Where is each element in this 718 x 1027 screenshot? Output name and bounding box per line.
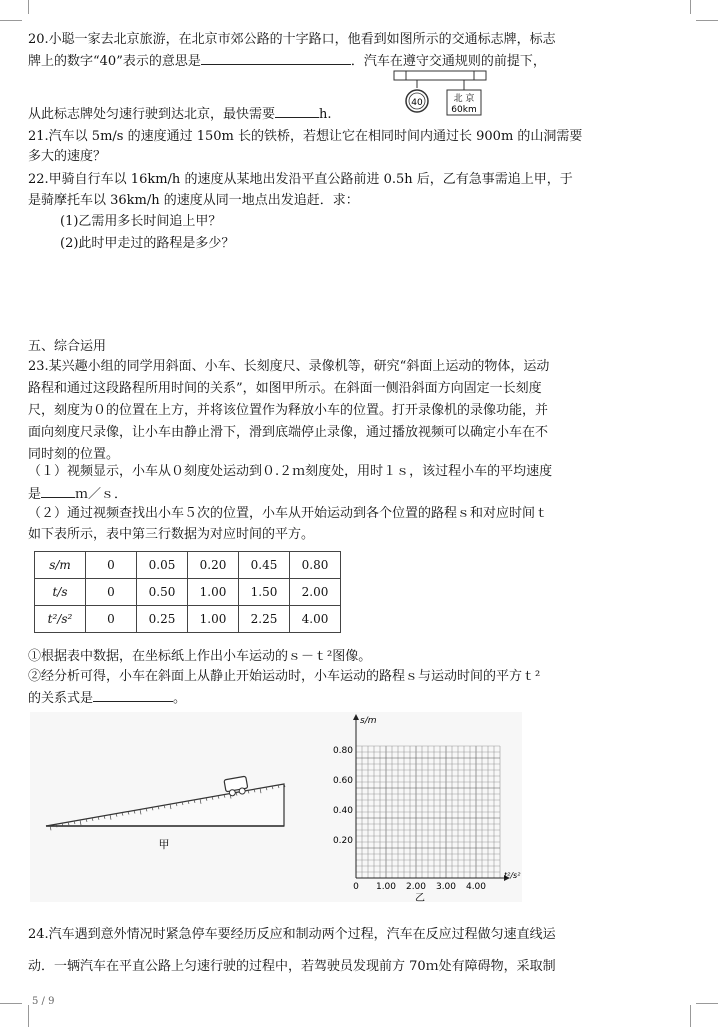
q23-part1-line1: （１）视频显示，小车从０刻度处运动到０.２ｍ刻度处，用时１ｓ，该过程小车的平均速度 <box>28 464 553 479</box>
table-cell: 0.80 <box>290 552 341 579</box>
q20-line1: 20.小聪一家去北京旅游，在北京市郊公路的十字路口，他看到如图所示的交通标志牌，标志 <box>28 32 556 47</box>
q23-text-a: 是 <box>28 487 42 502</box>
crop-mark <box>0 1003 22 1004</box>
graph-grid <box>356 746 500 878</box>
crop-mark <box>28 0 29 14</box>
incline-figure <box>40 770 290 856</box>
y-tick-label: 0.60 <box>332 776 353 786</box>
q23-line5: 同时刻的位置。 <box>28 447 120 462</box>
figure-caption-yi: 乙 <box>415 893 425 902</box>
table-cell: 2.00 <box>290 579 341 606</box>
grid-graph <box>320 712 530 902</box>
answer-blank[interactable] <box>275 105 319 118</box>
q20-text-c: 从此标志牌处匀速行驶到达北京，最快需要 <box>28 107 276 122</box>
q23-step3 <box>28 689 186 707</box>
sign-speed-label: 40 <box>411 98 423 108</box>
y-axis-label: s/m <box>360 716 377 726</box>
table-cell: 0.50 <box>137 579 188 606</box>
table-cell: 0 <box>86 552 137 579</box>
table-row <box>35 606 341 633</box>
q22-sub2: (2)此时甲走过的路程是多少？ <box>60 236 235 251</box>
q23-line2: 路程和通过这段路程所用时间的关系”，如图甲所示。在斜面一侧沿斜面方向固定一长刻度 <box>28 381 542 396</box>
crop-mark <box>28 1005 29 1027</box>
table-cell: 1.00 <box>188 606 239 633</box>
q24-line1: 24.汽车遇到意外情况时紧急停车要经历反应和制动两个过程，汽车在反应过程做匀速直线运 <box>28 927 556 942</box>
sign-distance-label: 60km <box>451 105 477 115</box>
section-heading: 五、综合运用 <box>28 339 107 354</box>
x-tick-label: 0 <box>353 882 359 892</box>
x-axis-label: t²/s² <box>504 871 521 880</box>
table-cell: 4.00 <box>290 606 341 633</box>
table-cell: 0 <box>86 606 137 633</box>
q24-line2: 动．一辆汽车在平直公路上匀速行驶的过程中，若驾驶员发现前方 70ｍ处有障碍物，采取制 <box>28 959 556 974</box>
table-cell: t/s <box>35 579 86 606</box>
q23-part1-line2 <box>28 485 127 503</box>
crop-mark <box>696 1003 718 1004</box>
q23-line3: 尺，刻度为０的位置在上方，并将该位置作为释放小车的位置。打开录像机的录像功能，并 <box>28 403 549 418</box>
q23-line1: 23.某兴趣小组的同学用斜面、小车、长刻度尺、录像机等，研究“斜面上运动的物体，运动 <box>28 359 550 374</box>
q22-line1: 22.甲骑自行车以 16km/h 的速度从某地出发沿平直公路前进 0.5h 后，乙有急事需追上甲，于 <box>28 172 573 187</box>
table-cell: t²/s² <box>35 606 86 633</box>
answer-blank[interactable] <box>41 485 75 498</box>
sign-city-label: 北 京 <box>453 94 475 104</box>
q20-line3 <box>28 105 332 123</box>
figure-caption-jia: 甲 <box>158 838 170 851</box>
q21-line1: 21.汽车以 5m/s 的速度通过 150m 长的铁桥，若想让它在相同时间内通过长 900m 的山洞需要 <box>28 129 583 144</box>
q23-text-c: 的关系式是 <box>28 691 94 706</box>
traffic-sign-figure <box>392 70 488 118</box>
q20-line2 <box>28 52 546 70</box>
q23-text-b: ｍ／ｓ． <box>75 487 128 502</box>
page-number: 5 / 9 <box>32 996 55 1007</box>
q22-line2: 是骑摩托车以 36km/h 的速度从同一地点出发追赶．求： <box>28 193 359 208</box>
q20-text-d: h. <box>319 107 332 122</box>
table-row <box>35 552 341 579</box>
table-cell: 0.25 <box>137 606 188 633</box>
q20-text-a: 牌上的数字“40”表示的意思是 <box>28 54 201 69</box>
answer-blank[interactable] <box>93 689 173 702</box>
y-tick-label: 0.20 <box>332 836 353 846</box>
table-cell: 0.20 <box>188 552 239 579</box>
q21-line2: 多大的速度？ <box>28 149 107 164</box>
y-tick-label: 0.40 <box>332 806 353 816</box>
x-tick-label: 2.00 <box>405 882 427 892</box>
table-cell: 1.00 <box>188 579 239 606</box>
q20-text-b: ．汽车在遵守交通规则的前提下， <box>350 54 546 69</box>
x-tick-label: 1.00 <box>375 882 397 892</box>
q23-part2-line1: （２）通过视频查找出小车５次的位置，小车从开始运动到各个位置的路程ｓ和对应时间ｔ <box>28 506 549 521</box>
table-cell: 2.25 <box>239 606 290 633</box>
answer-blank[interactable] <box>201 52 351 65</box>
table-cell: s/m <box>35 552 86 579</box>
x-tick-label: 4.00 <box>465 882 487 892</box>
crop-mark <box>0 20 22 21</box>
q23-step2: ②经分析可得，小车在斜面上从静止开始运动时，小车运动的路程ｓ与运动时间的平方ｔ² <box>28 669 541 684</box>
q22-sub1: (1)乙需用多长时间追上甲？ <box>60 214 222 229</box>
data-table <box>34 551 341 633</box>
crop-mark <box>690 0 691 14</box>
table-cell: 0 <box>86 579 137 606</box>
q23-step1: ①根据表中数据，在坐标纸上作出小车运动的ｓ－ｔ²图像。 <box>28 649 372 664</box>
table-cell: 0.05 <box>137 552 188 579</box>
q23-part2-line2: 如下表所示，表中第三行数据为对应时间的平方。 <box>28 527 315 542</box>
q23-line4: 面向刻度尺录像，让小车由静止滑下，滑到底端停止录像，通过播放视频可以确定小车在不 <box>28 425 549 440</box>
q23-text-d: 。 <box>173 691 187 706</box>
crop-mark <box>696 20 718 21</box>
x-tick-label: 3.00 <box>435 882 457 892</box>
y-tick-label: 0.80 <box>332 746 353 756</box>
crop-mark <box>690 1005 691 1027</box>
table-cell: 1.50 <box>239 579 290 606</box>
table-cell: 0.45 <box>239 552 290 579</box>
table-row <box>35 579 341 606</box>
